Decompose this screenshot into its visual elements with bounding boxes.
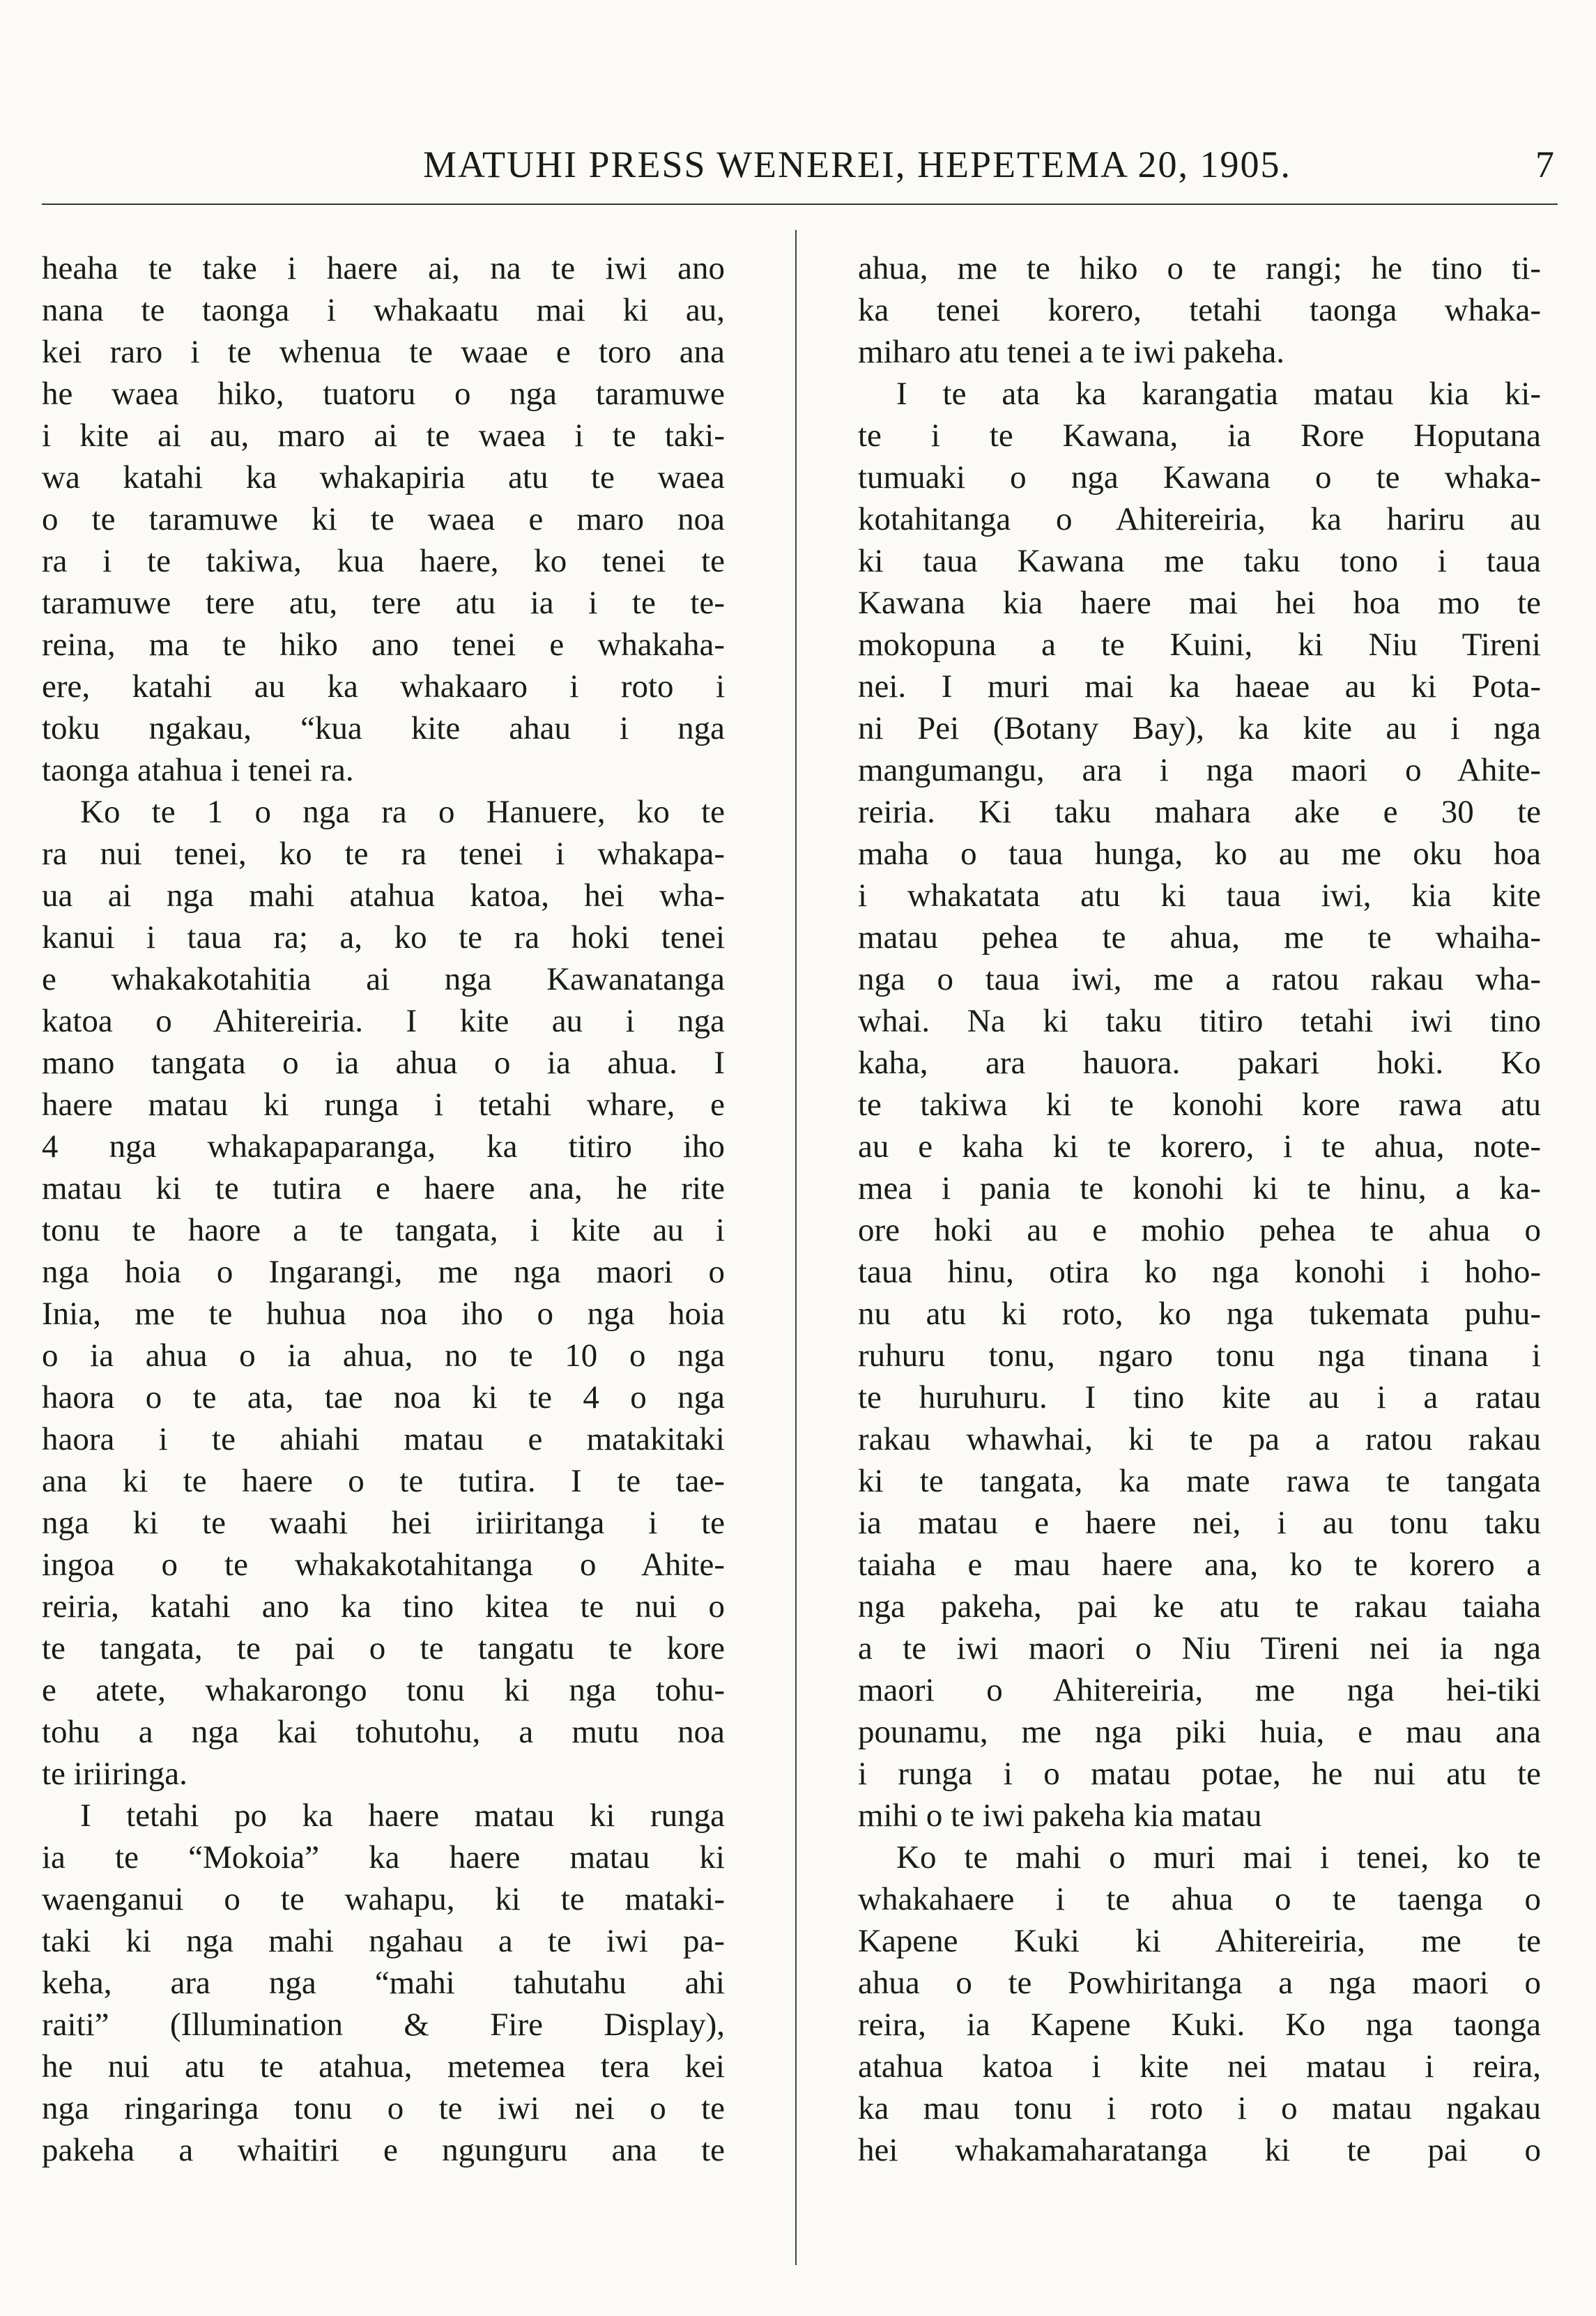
- text-line: haora o te ata, tae noa ki te 4 o nga: [42, 1379, 725, 1416]
- text-line: keha, ara nga “mahi tahutahu ahi: [42, 1965, 725, 2001]
- text-line: tohu a nga kai tohutohu, a mutu noa: [42, 1714, 725, 1750]
- text-line: waenganui o te wahapu, ki te mataki-: [42, 1881, 725, 1917]
- text-line: ra nui tenei, ko te ra tenei i whakapa-: [42, 836, 725, 872]
- text-line: he waea hiko, tuatoru o nga taramuwe: [42, 376, 725, 412]
- text-line: nga o taua iwi, me a ratou rakau wha-: [858, 961, 1541, 997]
- right-column: [858, 247, 1541, 2171]
- text-line: hei whakamaharatanga ki te pai o: [858, 2132, 1541, 2168]
- text-line: nu atu ki roto, ko nga tukemata puhu-: [858, 1296, 1541, 1332]
- text-line: ki taua Kawana me taku tono i taua: [858, 543, 1541, 579]
- text-line: miharo atu tenei a te iwi pakeha.: [858, 334, 1285, 370]
- text-line: heaha te take i haere ai, na te iwi ano: [42, 250, 725, 286]
- header-rule: [42, 204, 1558, 205]
- text-line: tumuaki o nga Kawana o te whaka-: [858, 459, 1541, 496]
- text-line: ore hoki au e mohio pehea te ahua o: [858, 1212, 1541, 1248]
- text-line: i runga i o matau potae, he nui atu te: [858, 1756, 1541, 1792]
- text-line: atahua katoa i kite nei matau i reira,: [858, 2048, 1541, 2085]
- text-line: a te iwi maori o Niu Tireni nei ia nga: [858, 1630, 1541, 1666]
- text-line: I te ata ka karangatia matau kia ki-: [896, 376, 1541, 412]
- column-divider: [795, 230, 797, 2265]
- text-line: haere matau ki runga i tetahi whare, e: [42, 1087, 725, 1123]
- text-line: te takiwa ki te konohi kore rawa atu: [858, 1087, 1541, 1123]
- text-line: ua ai nga mahi atahua katoa, hei wha-: [42, 877, 725, 914]
- text-line: kei raro i te whenua te waae e toro ana: [42, 334, 725, 370]
- text-line: taonga atahua i tenei ra.: [42, 752, 354, 788]
- text-line: ra i te takiwa, kua haere, ko tenei te: [42, 543, 725, 579]
- text-line: mokopuna a te Kuini, ki Niu Tireni: [858, 627, 1541, 663]
- text-line: o ia ahua o ia ahua, no te 10 o nga: [42, 1337, 725, 1374]
- text-line: ni Pei (Botany Bay), ka kite au i nga: [858, 710, 1541, 746]
- text-line: au e kaha ki te korero, i te ahua, note-: [858, 1128, 1541, 1165]
- text-line: nga hoia o Ingarangi, me nga maori o: [42, 1254, 725, 1290]
- text-line: reiria. Ki taku mahara ake e 30 te: [858, 794, 1541, 830]
- text-line: ia matau e haere nei, i au tonu taku: [858, 1505, 1541, 1541]
- page-header: [42, 143, 1561, 192]
- text-line: rakau whawhai, ki te pa a ratou rakau: [858, 1421, 1541, 1457]
- text-line: te i te Kawana, ia Rore Hoputana: [858, 417, 1541, 454]
- text-line: ka mau tonu i roto i o matau ngakau: [858, 2090, 1541, 2126]
- text-line: he nui atu te atahua, metemea tera kei: [42, 2048, 725, 2085]
- text-line: nga ringaringa tonu o te iwi nei o te: [42, 2090, 725, 2126]
- text-line: ruhuru tonu, ngaro tonu nga tinana i: [858, 1337, 1541, 1374]
- text-line: katoa o Ahitereiria. I kite au i nga: [42, 1003, 725, 1039]
- text-line: mano tangata o ia ahua o ia ahua. I: [42, 1045, 725, 1081]
- text-line: ka tenei korero, tetahi taonga whaka-: [858, 292, 1541, 328]
- text-line: i kite ai au, maro ai te waea i te taki-: [42, 417, 725, 454]
- text-line: reiria, katahi ano ka tino kitea te nui o: [42, 1588, 725, 1625]
- text-line: taua hinu, otira ko nga konohi i hoho-: [858, 1254, 1541, 1290]
- text-line: raiti” (Illumination & Fire Display),: [42, 2007, 725, 2043]
- text-line: Ko te 1 o nga ra o Hanuere, ko te: [80, 794, 725, 830]
- text-line: toku ngakau, “kua kite ahau i nga: [42, 710, 725, 746]
- text-line: Kapene Kuki ki Ahitereiria, me te: [858, 1923, 1541, 1959]
- running-head: MATUHI PRESS WENEREI, HEPETEMA 20, 1905.: [422, 144, 1292, 185]
- text-line: maori o Ahitereiria, me nga hei-tiki: [858, 1672, 1541, 1708]
- text-line: taki ki nga mahi ngahau a te iwi pa-: [42, 1923, 725, 1959]
- text-line: pakeha a whaitiri e ngunguru ana te: [42, 2132, 725, 2168]
- text-line: ahua o te Powhiritanga a nga maori o: [858, 1965, 1541, 2001]
- text-line: e whakakotahitia ai nga Kawanatanga: [42, 961, 725, 997]
- left-column: [42, 247, 725, 2171]
- text-line: Kawana kia haere mai hei hoa mo te: [858, 585, 1541, 621]
- text-line: maha o taua hunga, ko au me oku hoa: [858, 836, 1541, 872]
- text-line: te huruhuru. I tino kite au i a ratau: [858, 1379, 1541, 1416]
- text-line: reira, ia Kapene Kuki. Ko nga taonga: [858, 2007, 1541, 2043]
- text-line: haora i te ahiahi matau e matakitaki: [42, 1421, 725, 1457]
- text-line: nei. I muri mai ka haeae au ki Pota-: [858, 668, 1541, 705]
- text-line: I tetahi po ka haere matau ki runga: [80, 1797, 725, 1834]
- text-line: e atete, whakarongo tonu ki nga tohu-: [42, 1672, 725, 1708]
- text-line: ana ki te haere o te tutira. I te tae-: [42, 1463, 725, 1499]
- text-line: mea i pania te konohi ki te hinu, a ka-: [858, 1170, 1541, 1206]
- text-line: i whakatata atu ki taua iwi, kia kite: [858, 877, 1541, 914]
- text-line: whai. Na ki taku titiro tetahi iwi tino: [858, 1003, 1541, 1039]
- text-line: matau pehea te ahua, me te whaiha-: [858, 919, 1541, 956]
- text-line: Inia, me te huhua noa iho o nga hoia: [42, 1296, 725, 1332]
- text-line: ahua, me te hiko o te rangi; he tino ti-: [858, 250, 1541, 286]
- text-line: reina, ma te hiko ano tenei e whakaha-: [42, 627, 725, 663]
- text-line: ingoa o te whakakotahitanga o Ahite-: [42, 1547, 725, 1583]
- text-line: ere, katahi au ka whakaaro i roto i: [42, 668, 725, 705]
- text-line: ki te tangata, ka mate rawa te tangata: [858, 1463, 1541, 1499]
- text-line: ia te “Mokoia” ka haere matau ki: [42, 1839, 725, 1876]
- text-line: kanui i taua ra; a, ko te ra hoki tenei: [42, 919, 725, 956]
- text-line: tonu te haore a te tangata, i kite au i: [42, 1212, 725, 1248]
- text-line: kotahitanga o Ahitereiria, ka hariru au: [858, 501, 1541, 537]
- text-line: o te taramuwe ki te waea e maro noa: [42, 501, 725, 537]
- text-line: matau ki te tutira e haere ana, he rite: [42, 1170, 725, 1206]
- text-line: pounamu, me nga piki huia, e mau ana: [858, 1714, 1541, 1750]
- text-line: nga pakeha, pai ke atu te rakau taiaha: [858, 1588, 1541, 1625]
- text-line: 4 nga whakapaparanga, ka titiro iho: [42, 1128, 725, 1165]
- text-line: wa katahi ka whakapiria atu te waea: [42, 459, 725, 496]
- text-line: nga ki te waahi hei iriiritanga i te: [42, 1505, 725, 1541]
- text-line: taiaha e mau haere ana, ko te korero a: [858, 1547, 1541, 1583]
- text-line: Ko te mahi o muri mai i tenei, ko te: [896, 1839, 1541, 1876]
- text-line: taramuwe tere atu, tere atu ia i te te-: [42, 585, 725, 621]
- text-line: te iriiringa.: [42, 1756, 187, 1792]
- text-line: te tangata, te pai o te tangatu te kore: [42, 1630, 725, 1666]
- text-line: nana te taonga i whakaatu mai ki au,: [42, 292, 725, 328]
- text-line: kaha, ara hauora. pakari hoki. Ko: [858, 1045, 1541, 1081]
- text-line: mangumangu, ara i nga maori o Ahite-: [858, 752, 1541, 788]
- text-line: mihi o te iwi pakeha kia matau: [858, 1797, 1262, 1834]
- text-line: whakahaere i te ahua o te taenga o: [858, 1881, 1541, 1917]
- page-number: 7: [1535, 144, 1554, 185]
